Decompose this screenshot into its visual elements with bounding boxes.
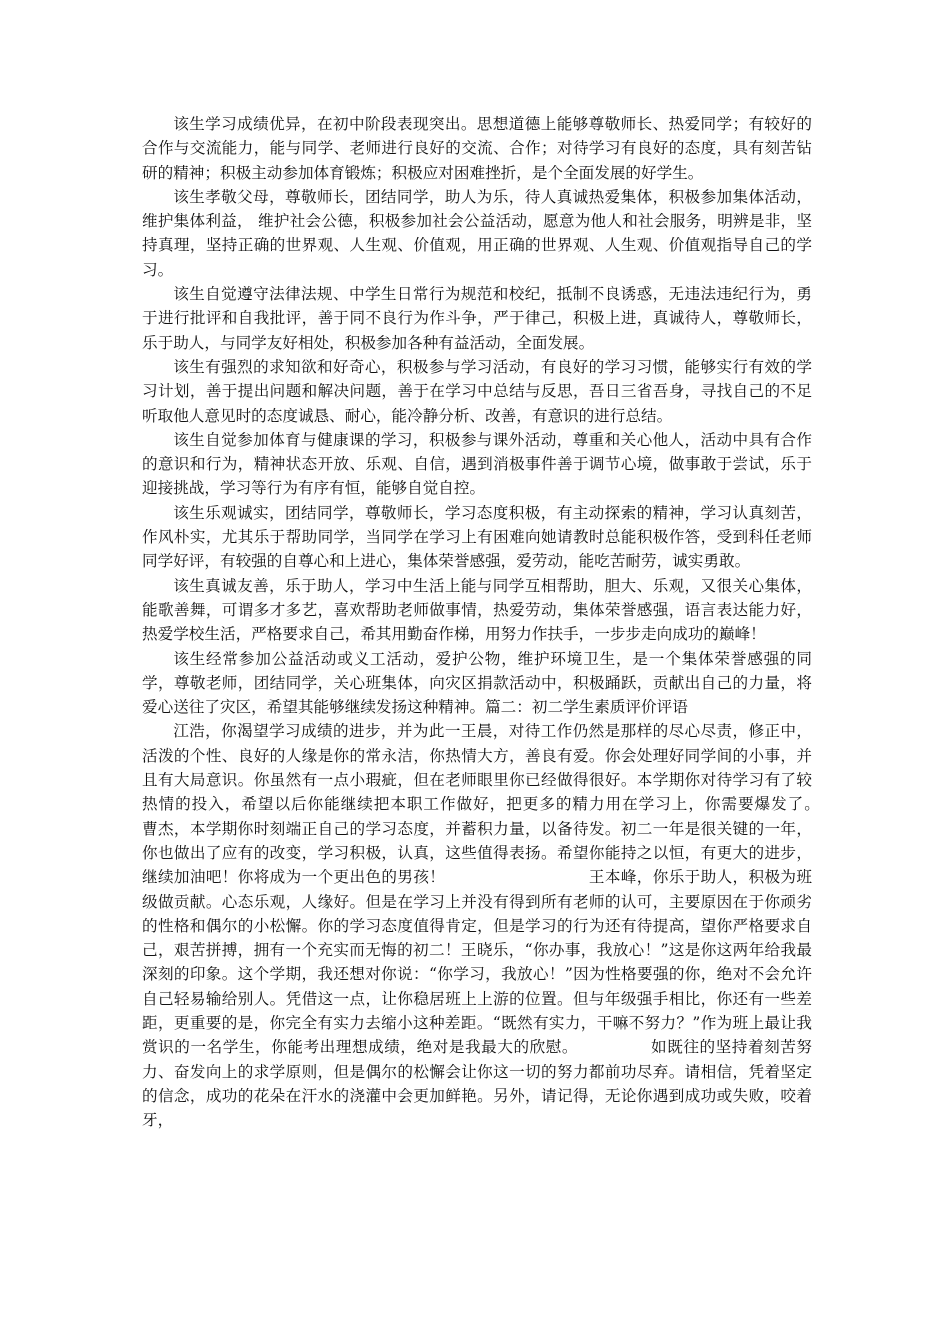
paragraph-text: 该生自觉参加体育与健康课的学习，积极参与课外活动，尊重和关心他人，活动中具有合作的意识和行为，精神状态开放、乐观、自信，遇到消极事件善于调节心境，做事敢于尝试，乐于迎接挑战，学习等行为有序有恒，能够自觉自控。 [142, 430, 812, 498]
paragraph-2 [142, 185, 812, 282]
paragraph-text: 该生真诚友善，乐于助人，学习中生活上能与同学互相帮助，胆大、乐观，又很关心集体，能歌善舞，可谓多才多艺，喜欢帮助老师做事情，热爱劳动，集体荣誉感强，语言表达能力好，热爱学校生活，严格要求自己，希其用勤奋作梯，用努力作扶手，一步步走向成功的巅峰！ [142, 576, 812, 644]
paragraph-text: 该生学习成绩优异，在初中阶段表现突出。思想道德上能够尊敬师长、热爱同学；有较好的合作与交流能力，能与同学、老师进行良好的交流、合作；对待学习有良好的态度，具有刻苦钻研的精神；积极主动参加体育锻炼；积极应对困难挫折，是个全面发展的好学生。 [142, 115, 812, 182]
paragraph-text: 该生有强烈的求知欲和好奇心，积极参与学习活动，有良好的学习习惯，能够实行有效的学习计划，善于提出问题和解决问题，善于在学习中总结与反思，吾日三省吾身，寻找自己的不足听取他人意见时的态度诚恳、耐心，能冷静分析、改善，有意识的进行总结。 [142, 357, 812, 425]
paragraph-4 [142, 355, 812, 428]
document-page [142, 112, 844, 1132]
paragraph-text: 该生经常参加公益活动或义工活动，爱护公物，维护环境卫生，是一个集体荣誉感强的同学，尊敬老师，团结同学，关心班集体，向灾区捐款活动中，积极踊跃，贡献出自己的力量，将爱心送往了灾区，希望其能够继续发扬这种精神。篇二：初二学生素质评价评语 [142, 649, 812, 717]
paragraph-8 [142, 647, 812, 720]
paragraph-text: 该生乐观诚实，团结同学，尊敬师长，学习态度积极，有主动探索的精神，学习认真刻苦，作风朴实，尤其乐于帮助同学，当同学在学习上有困难向她请教时总能积极作答，受到科任老师同学好评，有较强的自尊心和上进心，集体荣誉感强，爱劳动，能吃苦耐劳，诚实勇敢。 [142, 503, 812, 571]
paragraph-text: 该生自觉遵守法律法规、中学生日常行为规范和校纪，抵制不良诱惑，无违法违纪行为，勇于进行批评和自我批评，善于同不良行为作斗争，严于律己，积极上进，真诚待人，尊敬师长，乐于助人，与同学友好相处，积极参加各种有益活动，全面发展。 [142, 285, 812, 352]
paragraph-7 [142, 574, 812, 647]
paragraph-1 [142, 112, 812, 185]
paragraph-6 [142, 501, 812, 574]
paragraph-3 [142, 282, 812, 355]
paragraph-text: 该生孝敬父母，尊敬师长，团结同学，助人为乐，待人真诚热爱集体，积极参加集体活动，维护集体利益， 维护社会公德，积极参加社会公益活动，愿意为他人和社会服务，明辨是非，坚持真理，坚持正确的世界观、人生观、价值观，用正确的世界观、人生观、价值观指导自己的学习。 [142, 187, 812, 279]
paragraph-5 [142, 428, 812, 501]
paragraph-text: 江浩，你渴望学习成绩的进步，并为此一王晨，对待工作仍然是那样的尽心尽责，修正中，活泼的个性、良好的人缘是你的常永洁，你热情大方，善良有爱。你会处理好同学间的小事，并且有大局意识。你虽然有一点小瑕疵，但在老师眼里你已经做得很好。本学期你对待学习有了较热情的投入，希望以后你能继续把本职工作做好，把更多的精力用在学习上，你需要爆发了。 曹杰，本学期你时刻端正自己的学习态度，并蓄积力量，以备待发。初二一年是很关键的一年，你也做出了应有的改变，学习积极，认真，这些值得表扬。希望你能持之以恒，有更大的进步，继续加油吧！你将成为一个更出色的男孩！ 王本峰，你乐于助人，积极为班级做贡献。心态乐观，人缘好。但是在学习上并没有得到所有老师的认可，主要原因在于你顽劣的性格和偶尔的小松懈。你的学习态度值得肯定，但是学习的行为还有待提高，望你严格要求自己，艰苦拼搏，拥有一个充实而无悔的初二！王晓乐，“你办事，我放心！”这是你这两年给我最深刻的印象。这个学期，我还想对你说：“你学习，我放心！”因为性格要强的你，绝对不会允许自己轻易输给别人。凭借这一点，让你稳居班上上游的位置。但与年级强手相比，你还有一些差距，更重要的是，你完全有实力去缩小这种差距。“既然有实力，干嘛不努力？”作为班上最让我赏识的一名学生，你能考出理想成绩，绝对是我最大的欣慰。 如既往的坚持着刻苦努力、奋发向上的求学原则，但是偶尔的松懈会让你这一切的努力都前功尽弃。请相信，凭着坚定的信念，成功的花朵在汗水的浇灌中会更加鲜艳。另外，请记得，无论你遇到成功或失败，咬着牙， [142, 722, 844, 1130]
paragraph-9 [142, 719, 844, 1132]
